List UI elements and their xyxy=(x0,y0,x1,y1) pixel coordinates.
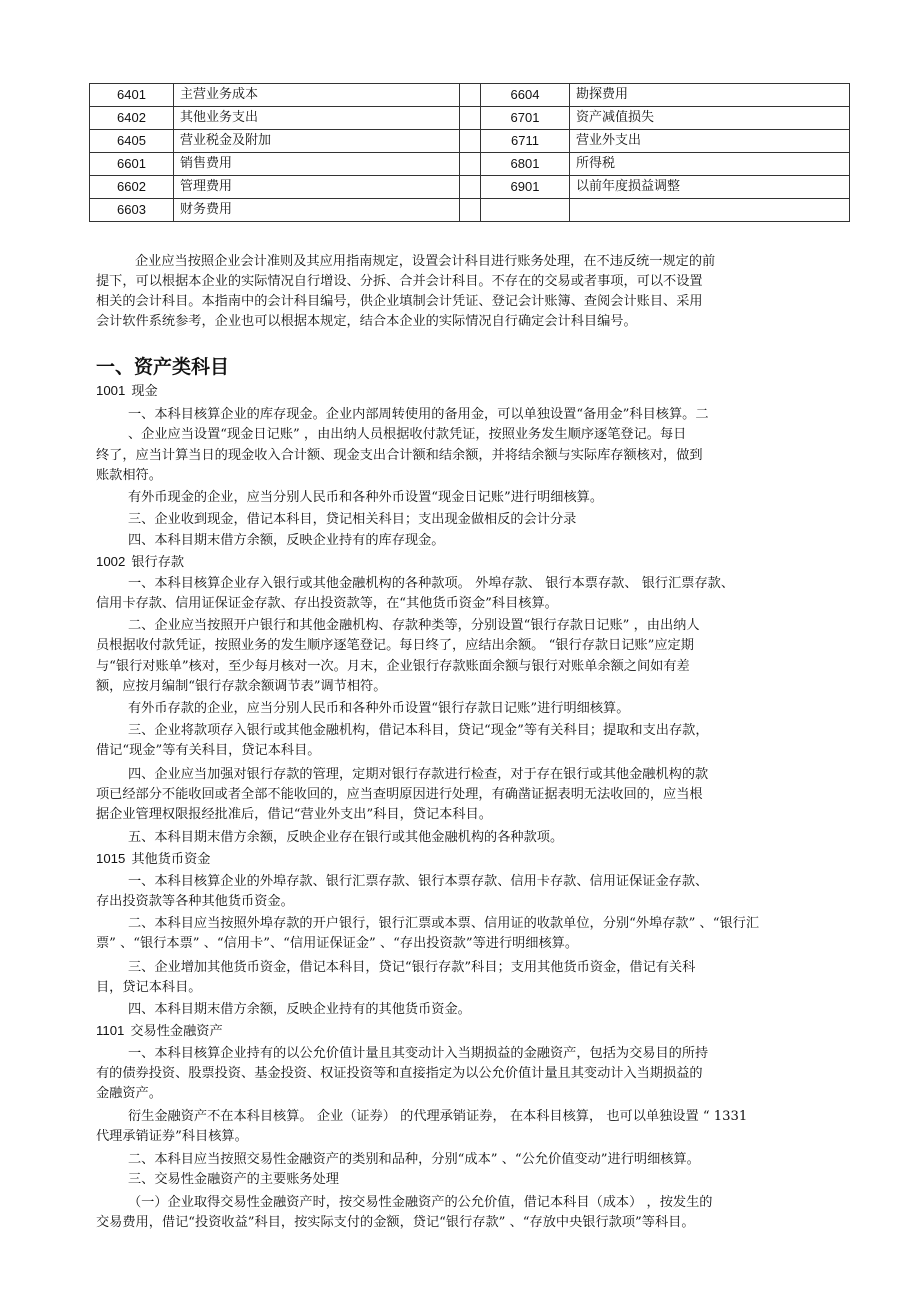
body-line: 一、本科目核算企业的外埠存款、银行汇票存款、银行本票存款、信用卡存款、信用证保证金存款、 xyxy=(128,874,709,889)
table-row xyxy=(90,130,850,153)
body-line: 一、本科目核算企业持有的以公允价值计量且其变动计入当期损益的金融资产，包括为交易目的所持 xyxy=(128,1046,709,1061)
body-line: 一、本科目核算企业的库存现金。企业内部周转使用的备用金，可以单独设置“备用金”科目核算。二 xyxy=(128,407,709,422)
table-row xyxy=(90,199,850,222)
body-line: 有的债券投资、股票投资、基金投资、权证投资等和直接指定为以公允价值计量且其变动计入当期损益的 xyxy=(96,1066,703,1081)
body-line: 金融资产。 xyxy=(96,1086,162,1101)
body-line: 目，贷记本科目。 xyxy=(96,980,202,995)
account-name-cell: 其他业务支出 xyxy=(174,107,460,130)
account-heading-1001 xyxy=(96,381,158,402)
body-line: 四、本科目期末借方余额，反映企业持有的其他货币资金。 xyxy=(128,1002,471,1017)
table-row xyxy=(90,153,850,176)
accounts-table xyxy=(89,83,850,222)
body-line: 额，应按月编制“银行存款余额调节表”调节相符。 xyxy=(96,679,387,694)
body-line: 三、交易性金融资产的主要账务处理 xyxy=(128,1172,339,1187)
account-code-cell: 6601 xyxy=(90,153,174,176)
body-line: 存出投资款等各种其他货币资金。 xyxy=(96,894,294,909)
account-code-cell: 6711 xyxy=(481,130,570,153)
spacer-cell xyxy=(460,199,481,222)
account-code-cell: 6401 xyxy=(90,84,174,107)
body-line: 三、企业收到现金，借记本科目，贷记相关科目；支出现金做相反的会计分录 xyxy=(128,512,577,527)
spacer-cell xyxy=(460,130,481,153)
account-heading-1002 xyxy=(96,552,184,573)
body-line: 终了，应当计算当日的现金收入合计额、现金支出合计额和结余额，并将结余额与实际库存额核对，做到 xyxy=(96,448,703,463)
account-code: 1015 xyxy=(96,851,126,866)
intro-line: 提下，可以根据本企业的实际情况自行增设、分拆、合并会计科目。不存在的交易或者事项，可以不设置 xyxy=(96,274,703,289)
body-line: 账款相符。 xyxy=(96,468,162,483)
section-title: 一、资产类科目 xyxy=(96,356,230,378)
account-name-cell: 主营业务成本 xyxy=(174,84,460,107)
account-code: 1002 xyxy=(96,554,126,569)
body-line: 信用卡存款、信用证保证金存款、存出投资款等，在“其他货币资金”科目核算。 xyxy=(96,596,558,611)
account-name-cell xyxy=(570,199,850,222)
account-name-cell: 营业外支出 xyxy=(570,130,850,153)
account-name: 交易性金融资产 xyxy=(130,1024,223,1039)
body-line: 三、企业增加其他货币资金，借记本科目，贷记“银行存款”科目；支用其他货币资金，借记有关科 xyxy=(128,960,696,975)
intro-line: 相关的会计科目。本指南中的会计科目编号，供企业填制会计凭证、登记会计账簿、查阅会计账目、采用 xyxy=(96,294,703,309)
body-line: 借记“现金”等有关科目，贷记本科目。 xyxy=(96,743,321,758)
body-line: 衍生金融资产不在本科目核算。 企业（证券） 的代理承销证券， 在本科目核算， 也可以单独设置 “ 1331 xyxy=(128,1109,748,1124)
account-heading-1015 xyxy=(96,849,210,870)
account-name-cell: 勘探费用 xyxy=(570,84,850,107)
body-line: 四、企业应当加强对银行存款的管理，定期对银行存款进行检查，对于存在银行或其他金融机构的款 xyxy=(128,767,709,782)
body-line: 二、企业应当按照开户银行和其他金融机构、存款种类等，分别设置“银行存款日记账” ，由出纳人 xyxy=(128,618,700,633)
body-line: 有外币现金的企业，应当分别人民币和各种外币设置“现金日记账”进行明细核算。 xyxy=(128,490,604,505)
table-row xyxy=(90,84,850,107)
account-code-cell: 6701 xyxy=(481,107,570,130)
account-code: 1101 xyxy=(96,1023,125,1038)
body-line: 票” 、“银行本票” 、“信用卡”、“信用证保证金” 、“存出投资款”等进行明细核算。 xyxy=(96,936,579,951)
table-row xyxy=(90,176,850,199)
account-name: 银行存款 xyxy=(131,555,185,570)
spacer-cell xyxy=(460,153,481,176)
spacer-cell xyxy=(460,84,481,107)
account-code-cell: 6402 xyxy=(90,107,174,130)
body-line: 员根据收付款凭证，按照业务的发生顺序逐笔登记。每日终了，应结出余额。 “银行存款日记账”应定期 xyxy=(96,638,694,653)
account-code-cell: 6405 xyxy=(90,130,174,153)
account-code-cell xyxy=(481,199,570,222)
intro-line: 会计软件系统参考，企业也可以根据本规定，结合本企业的实际情况自行确定会计科目编号。 xyxy=(96,314,637,329)
account-name-cell: 财务费用 xyxy=(174,199,460,222)
intro-line: 企业应当按照企业会计准则及其应用指南规定，设置会计科目进行账务处理，在不违反统一规定的前 xyxy=(135,254,716,269)
account-code-cell: 6801 xyxy=(481,153,570,176)
account-code: 1001 xyxy=(96,383,126,398)
account-code-cell: 6603 xyxy=(90,199,174,222)
body-line: 三、企业将款项存入银行或其他金融机构，借记本科目，贷记“现金”等有关科目；提取和支出存款， xyxy=(128,723,709,738)
body-line: 代理承销证券”科目核算。 xyxy=(96,1129,248,1144)
account-name: 其他货币资金 xyxy=(131,852,211,867)
body-line: 项已经部分不能收回或者全部不能收回的，应当查明原因进行处理，有确凿证据表明无法收回的，应当根 xyxy=(96,787,703,802)
account-code-cell: 6602 xyxy=(90,176,174,199)
body-line: 与“银行对账单”核对，至少每月核对一次。月末，企业银行存款账面余额与银行对账单余额之间如有差 xyxy=(96,659,690,674)
account-name-cell: 以前年度损益调整 xyxy=(570,176,850,199)
body-line: （一）企业取得交易性金融资产时，按交易性金融资产的公允价值，借记本科目（成本） ，按发生的 xyxy=(128,1195,713,1210)
account-heading-1101 xyxy=(96,1021,223,1042)
account-name-cell: 营业税金及附加 xyxy=(174,130,460,153)
account-name-cell: 管理费用 xyxy=(174,176,460,199)
account-code-cell: 6604 xyxy=(481,84,570,107)
body-line: 交易费用，借记“投资收益”科目，按实际支付的金额，贷记“银行存款” 、“存放中央银行款项”等科目。 xyxy=(96,1215,695,1230)
account-name-cell: 资产减值损失 xyxy=(570,107,850,130)
account-name-cell: 销售费用 xyxy=(174,153,460,176)
body-line: 有外币存款的企业，应当分别人民币和各种外币设置“银行存款日记账”进行明细核算。 xyxy=(128,701,630,716)
account-code-cell: 6901 xyxy=(481,176,570,199)
body-line: 二、本科目应当按照外埠存款的开户银行，银行汇票或本票、信用证的收款单位，分别“外埠存款” 、“银行汇 xyxy=(128,916,760,931)
spacer-cell xyxy=(460,176,481,199)
body-line: 一、本科目核算企业存入银行或其他金融机构的各种款项。 外埠存款、 银行本票存款、 银行汇票存款、 xyxy=(128,576,735,591)
account-name: 现金 xyxy=(131,384,158,399)
body-line: 、企业应当设置“现金日记账” ，由出纳人员根据收付款凭证，按照业务发生顺序逐笔登记。每日 xyxy=(128,427,687,442)
body-line: 二、本科目应当按照交易性金融资产的类别和品种，分别“成本” 、“公允价值变动”进行明细核算。 xyxy=(128,1152,700,1167)
account-name-cell: 所得税 xyxy=(570,153,850,176)
table-row xyxy=(90,107,850,130)
body-line: 据企业管理权限报经批准后，借记“营业外支出”科目，贷记本科目。 xyxy=(96,807,492,822)
body-line: 五、本科目期末借方余额，反映企业存在银行或其他金融机构的各种款项。 xyxy=(128,830,564,845)
body-line: 四、本科目期末借方余额，反映企业持有的库存现金。 xyxy=(128,533,445,548)
spacer-cell xyxy=(460,107,481,130)
